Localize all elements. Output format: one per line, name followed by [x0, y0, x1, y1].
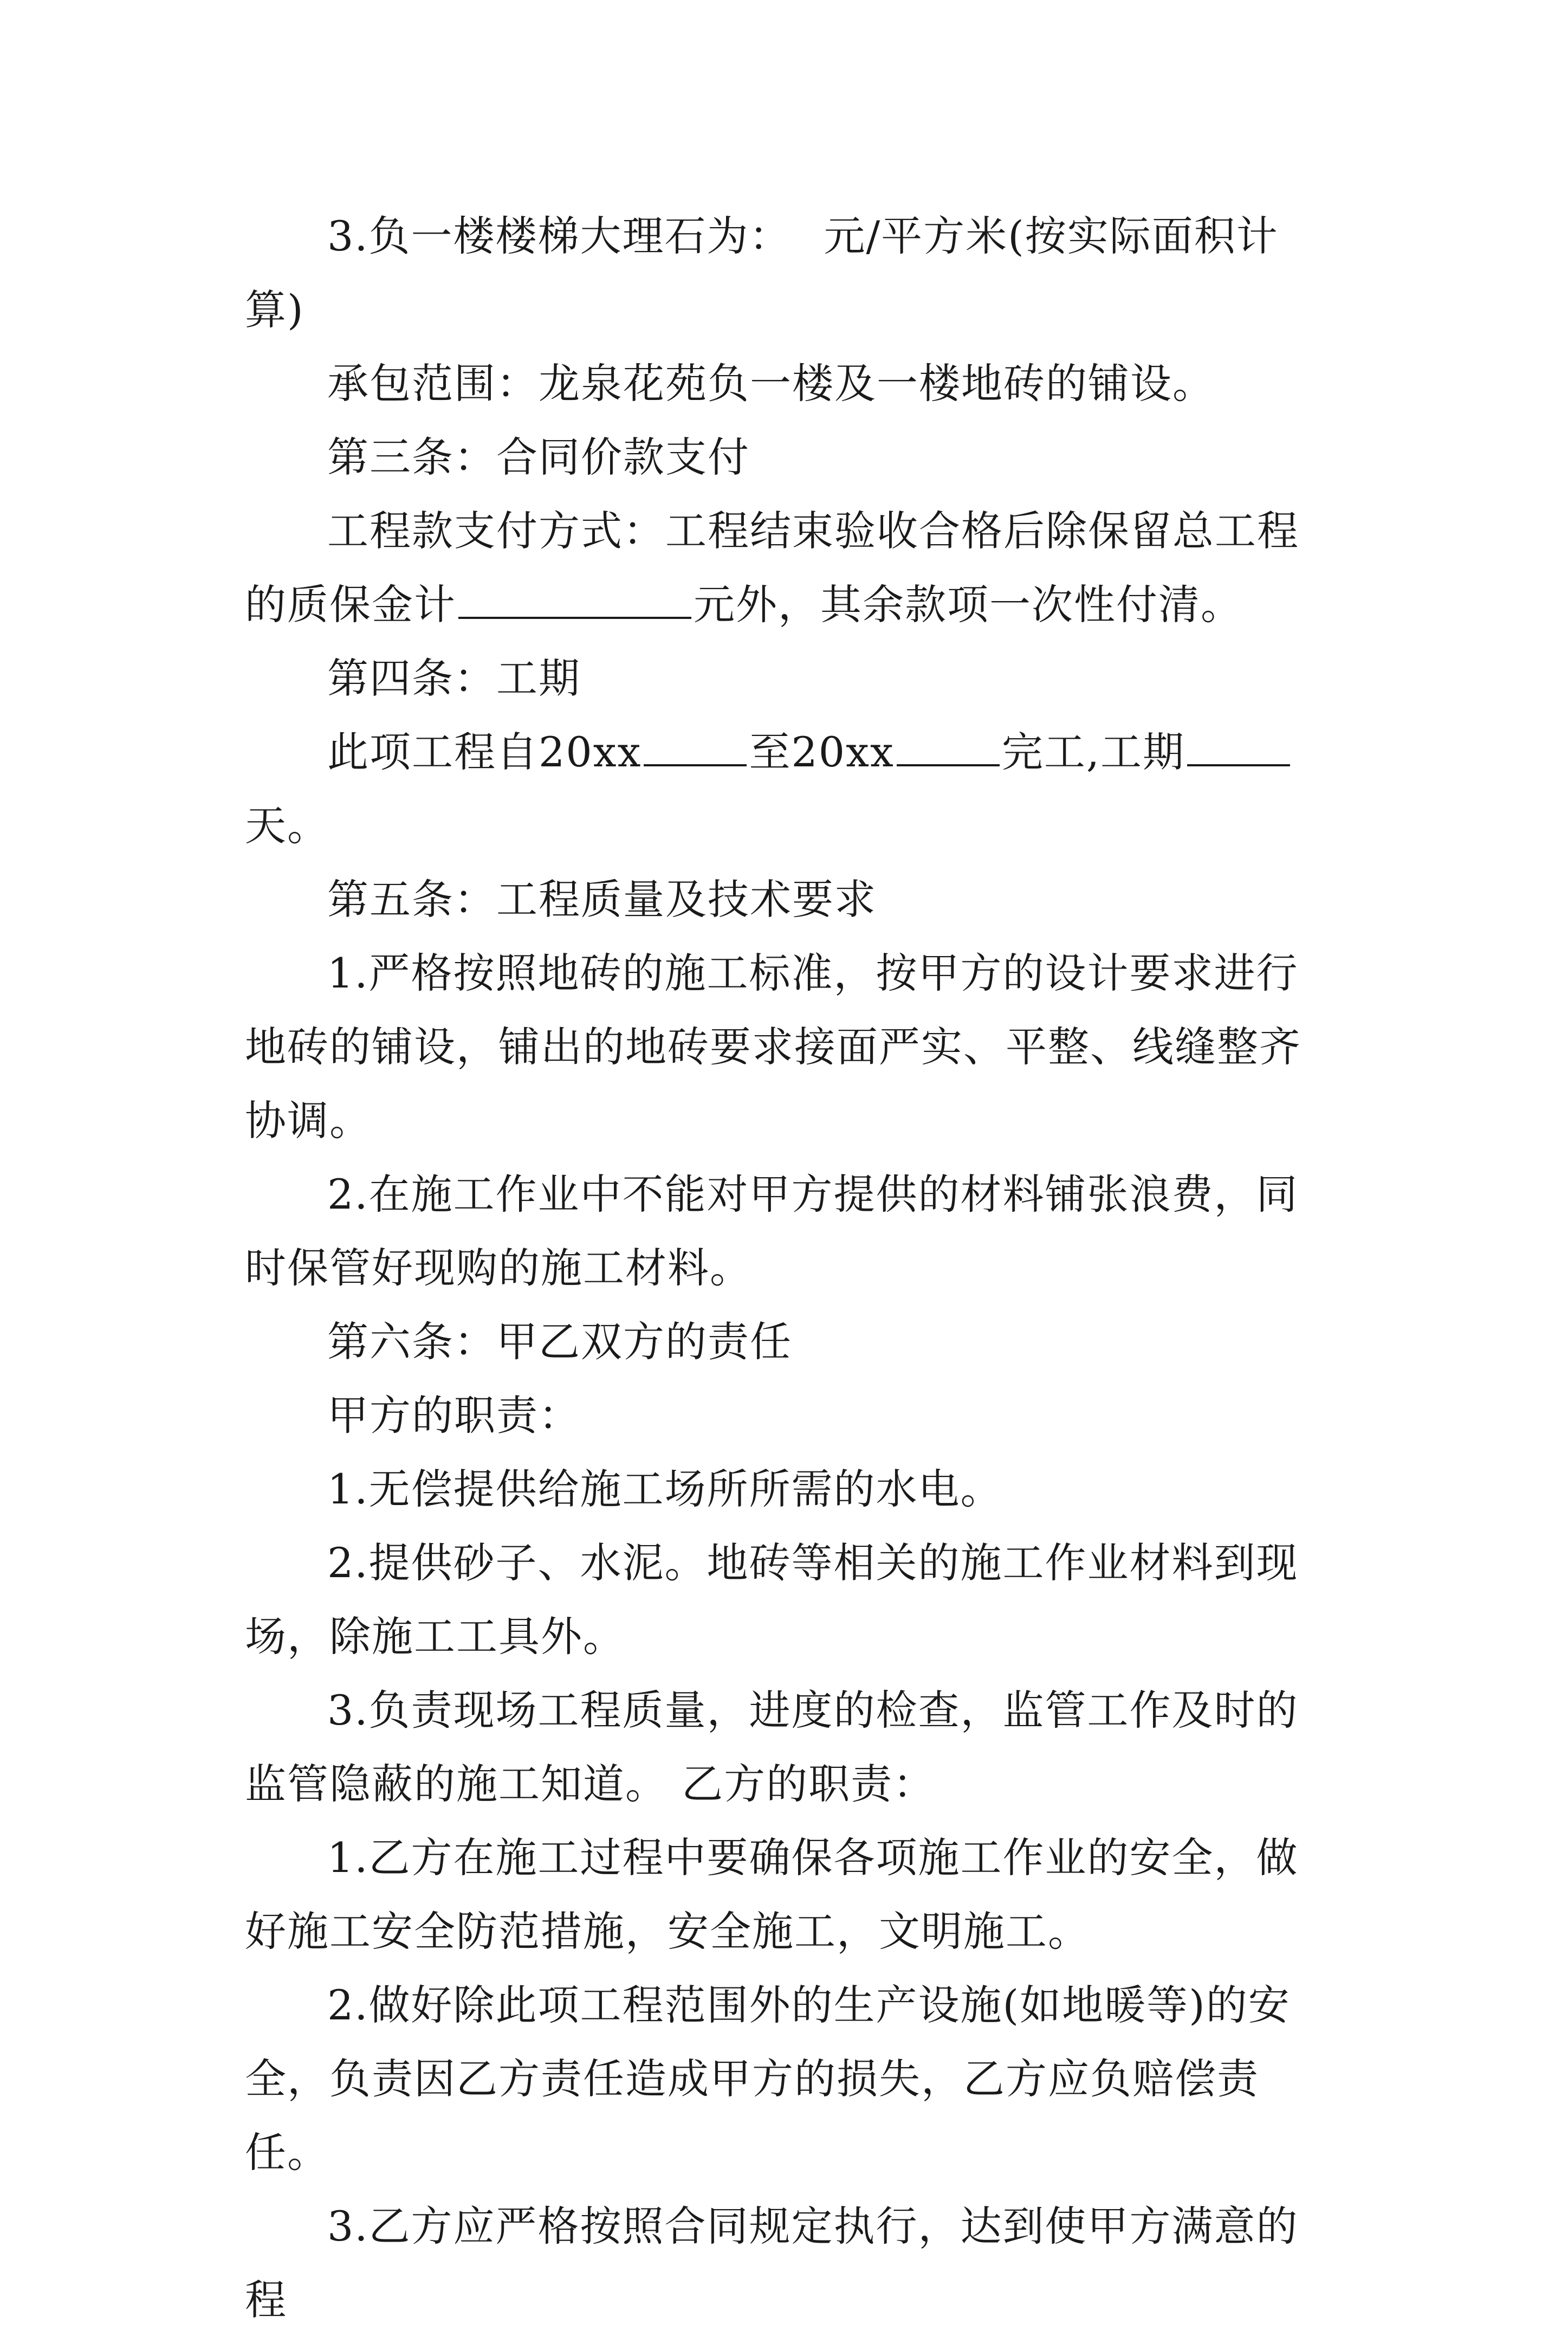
- marble-price-unit: 元/平方米(按实际面积计算): [245, 212, 1279, 334]
- paragraph-party-b-duty-1: 1.乙方在施工过程中要确保各项施工作业的安全，做好施工安全防范措施，安全施工，文明施工。: [245, 1834, 1299, 1955]
- marble-price-label: 3.负一楼楼梯大理石为：: [327, 212, 792, 260]
- paragraph-quality-2: 2.在施工作业中不能对甲方提供的材料铺张浪费，同时保管好现购的施工材料。: [245, 1170, 1299, 1292]
- start-date-label: 此项工程自20xx: [327, 728, 642, 776]
- duration-label: 完工,工期: [1001, 728, 1185, 776]
- paragraph-contract-scope: 承包范围：龙泉花苑负一楼及一楼地砖的铺设。: [327, 359, 1215, 408]
- start-date-blank: [644, 728, 747, 766]
- heading-article-4: 第四条：工期: [327, 654, 581, 702]
- heading-party-a-duties: 甲方的职责：: [327, 1391, 581, 1439]
- paragraph-party-a-duty-2: 2.提供砂子、水泥。地砖等相关的施工作业材料到现场，除施工工具外。: [245, 1539, 1299, 1661]
- paragraph-marble-price: [245, 199, 1329, 347]
- heading-article-3: 第三条：合同价款支付: [327, 433, 750, 481]
- paragraph-party-a-duty-1: 1.无偿提供给施工场所所需的水电。: [327, 1465, 1003, 1513]
- document-body: [245, 199, 1329, 2337]
- paragraph-payment-method: [245, 494, 1329, 642]
- end-date-label: 至20xx: [749, 728, 895, 776]
- warranty-amount-blank: [458, 581, 691, 619]
- warranty-label: 质保金计: [287, 580, 456, 629]
- heading-article-5: 第五条：工程质量及技术要求: [327, 875, 877, 924]
- paragraph-party-b-duty-3: 3.乙方应严格按照合同规定执行，达到使甲方满意的程: [245, 2202, 1299, 2324]
- heading-article-6: 第六条：甲乙双方的责任: [327, 1318, 792, 1366]
- end-date-blank: [897, 728, 1000, 766]
- paragraph-party-a-duty-3: 3.负责现场工程质量，进度的检查，监管工作及时的监管隐蔽的施工知道。 乙方的职责：: [245, 1686, 1299, 1808]
- payment-method-text: 工程款支付方式：工程结束验收合格后除保留总工程的: [245, 507, 1299, 629]
- paragraph-quality-1: 1.严格按照地砖的施工标准，按甲方的设计要求进行地砖的铺设，铺出的地砖要求接面严实、平整、线缝整齐协调。: [245, 949, 1301, 1145]
- duration-unit: 天。: [245, 802, 329, 850]
- payment-remainder-text: 元外，其余款项一次性付清。: [694, 580, 1243, 629]
- paragraph-schedule: [245, 715, 1329, 863]
- duration-blank: [1187, 728, 1290, 766]
- paragraph-party-b-duty-2: 2.做好除此项工程范围外的生产设施(如地暖等)的安全，负责因乙方责任造成甲方的损失，乙方应负赔偿责任。: [245, 1981, 1291, 2177]
